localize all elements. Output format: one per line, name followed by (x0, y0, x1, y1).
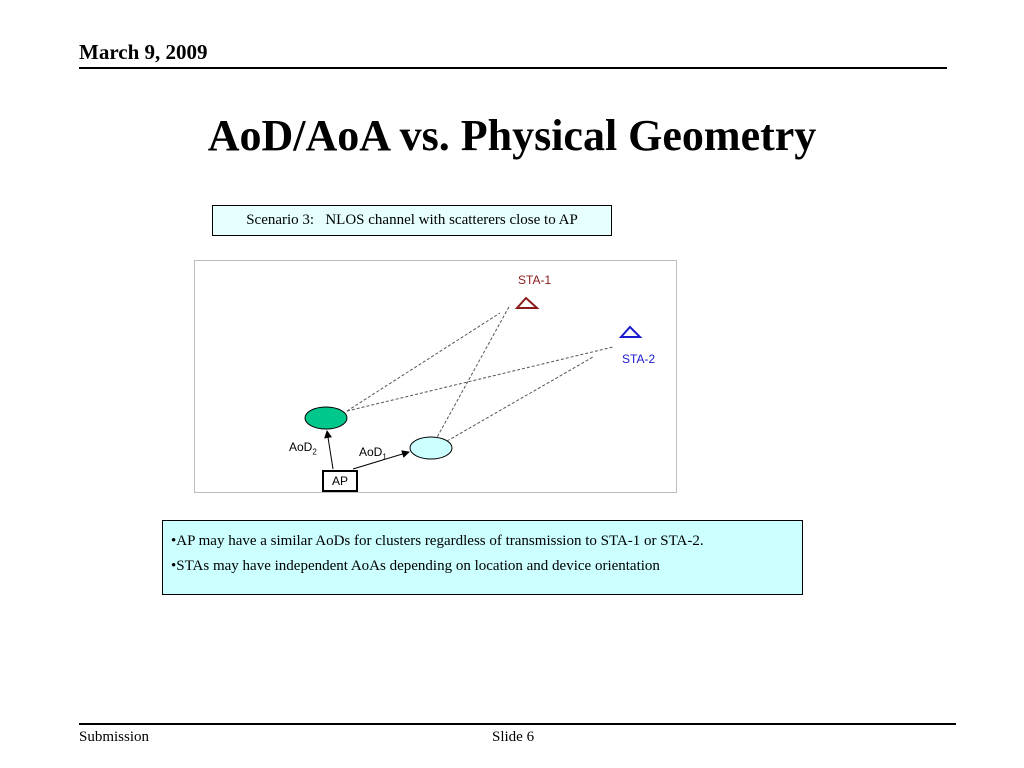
sta1-label: STA-1 (518, 273, 552, 287)
header-date: March 9, 2009 (79, 40, 208, 64)
footer-submission: Submission (79, 729, 150, 745)
slide-title: AoD/AoA vs. Physical Geometry (207, 111, 817, 160)
scenario-label: Scenario 3: NLOS channel with scatterers close to AP (212, 205, 612, 236)
ap-box: AP (322, 470, 358, 492)
cluster-green-ellipse (305, 407, 347, 429)
aod2-label-sub: 2 (312, 447, 317, 457)
path-cluster1-to-sta1 (435, 305, 510, 441)
sta1-triangle-icon (517, 298, 537, 308)
note-item: •AP may have a similar AoDs for clusters regardless of transmission to STA-1 or STA-2. (171, 533, 704, 549)
sta2-triangle-icon (621, 327, 640, 337)
footer-rule (79, 723, 956, 725)
cluster-cyan-ellipse (410, 437, 452, 459)
diagram-canvas (195, 261, 678, 494)
aod2-label (289, 440, 317, 456)
header-rule (79, 67, 947, 69)
aod2-arrow (327, 431, 333, 469)
aod1-label-sub: 1 (382, 452, 387, 462)
note-item: •STAs may have independent AoAs depending on location and device orientation (171, 558, 660, 574)
geometry-diagram (194, 260, 677, 493)
path-cluster2-to-sta2 (347, 347, 613, 411)
notes-box (162, 520, 803, 595)
aod1-label-text: AoD (359, 445, 383, 459)
aod1-label (359, 445, 387, 461)
path-cluster2-to-sta1 (347, 313, 500, 411)
aod2-label-text: AoD (289, 440, 313, 454)
footer-slide-number: Slide 6 (492, 729, 535, 745)
sta2-label: STA-2 (622, 352, 656, 366)
